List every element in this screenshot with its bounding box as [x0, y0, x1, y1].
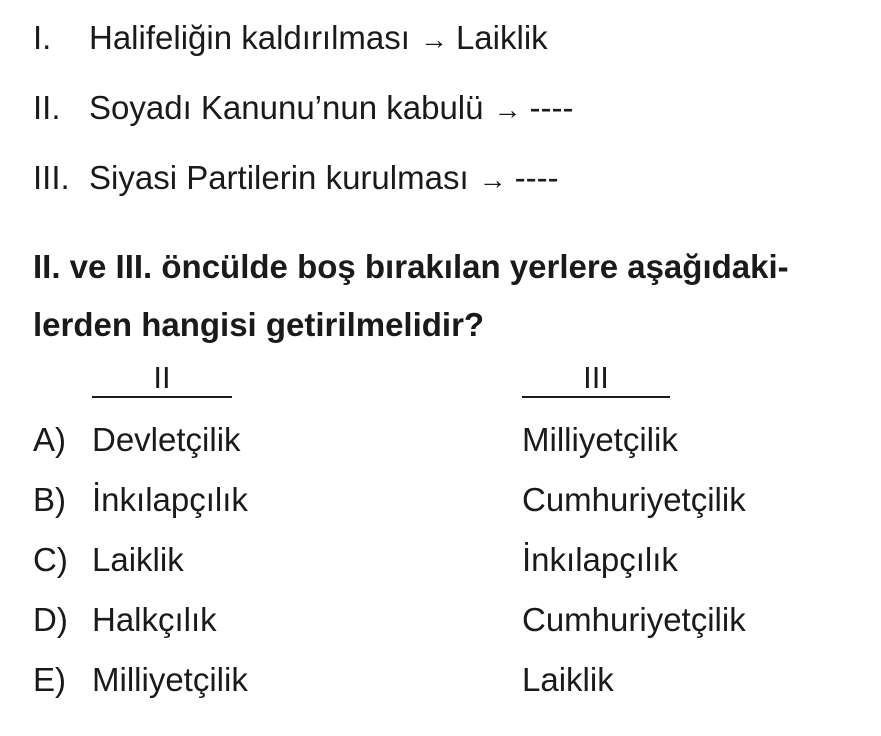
right-arrow-icon: →	[478, 164, 507, 195]
question-stem	[33, 238, 863, 354]
option-answer-ii: Devletçilik	[92, 421, 241, 458]
premise-number: II.	[33, 89, 61, 126]
right-arrow-icon: →	[493, 94, 522, 125]
premise-value: ----	[514, 159, 559, 196]
option-answer-ii: İnkılapçılık	[92, 481, 248, 518]
premise-text: Soyadı Kanunu’nun kabulü	[89, 89, 484, 126]
option-c[interactable]	[33, 538, 863, 582]
option-letter: A)	[33, 421, 66, 458]
premise-text: Halifeliğin kaldırılması	[89, 19, 410, 56]
option-b[interactable]	[33, 478, 863, 522]
option-answer-iii: İnkılapçılık	[522, 541, 678, 578]
premise-value: Laiklik	[455, 19, 548, 56]
option-e[interactable]	[33, 658, 863, 702]
option-answer-ii: Laiklik	[92, 541, 184, 578]
premise-number: III.	[33, 159, 70, 196]
column-header-iii: III	[522, 360, 670, 398]
option-answer-ii: Milliyetçilik	[92, 661, 248, 698]
premise-2	[33, 88, 573, 130]
option-letter: D)	[33, 601, 68, 638]
option-letter: E)	[33, 661, 66, 698]
premise-value: ----	[529, 89, 574, 126]
option-answer-ii: Halkçılık	[92, 601, 217, 638]
option-d[interactable]	[33, 598, 863, 642]
option-answer-iii: Cumhuriyetçilik	[522, 601, 746, 638]
question-line-2: lerden hangisi getirilmelidir?	[33, 306, 485, 343]
option-answer-iii: Milliyetçilik	[522, 421, 678, 458]
option-letter: B)	[33, 481, 66, 518]
option-answer-iii: Laiklik	[522, 661, 614, 698]
premise-text: Siyasi Partilerin kurulması	[89, 159, 469, 196]
premise-1	[33, 18, 548, 60]
option-a[interactable]	[33, 418, 863, 462]
right-arrow-icon: →	[419, 24, 448, 55]
premise-3	[33, 158, 559, 200]
option-letter: C)	[33, 541, 68, 578]
column-header-ii: II	[92, 360, 232, 398]
premise-number: I.	[33, 19, 52, 56]
option-answer-iii: Cumhuriyetçilik	[522, 481, 746, 518]
question-line-1: II. ve III. öncülde boş bırakılan yerlere aşağıdaki-	[33, 248, 789, 285]
